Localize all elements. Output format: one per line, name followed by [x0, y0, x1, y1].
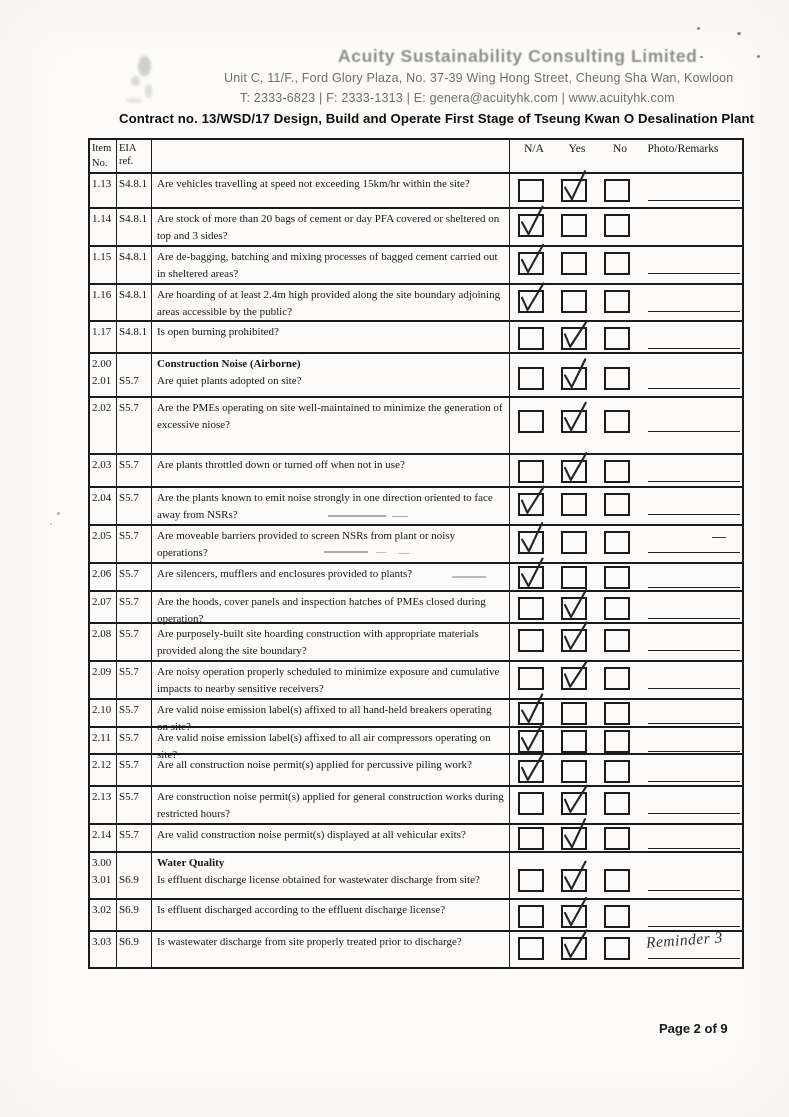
- item-no: 2.02: [92, 402, 112, 414]
- checkbox-yes-2.10[interactable]: [561, 702, 587, 725]
- table-row-2.12: [90, 755, 742, 787]
- checkbox-yes-2.09[interactable]: [561, 667, 587, 690]
- checkbox-no-3.03[interactable]: [604, 937, 630, 960]
- remarks-line: [648, 813, 740, 814]
- table-row-2.05: [90, 526, 742, 564]
- eia-ref-cell: [117, 624, 152, 660]
- section-item-no: 3.00: [92, 857, 112, 869]
- header-no-label: No.: [92, 158, 108, 169]
- header-item-label: Item: [92, 143, 112, 154]
- checkbox-yes-3.02[interactable]: [561, 905, 587, 928]
- checkbox-na-3.01[interactable]: [518, 869, 544, 892]
- checks-cell: [510, 662, 742, 698]
- checkbox-na-2.14[interactable]: [518, 827, 544, 850]
- checks-cell: [510, 853, 742, 898]
- remarks-line: [648, 200, 740, 201]
- item-no: 1.14: [92, 213, 112, 225]
- scan-speck: [50, 523, 52, 525]
- item-no: 2.08: [92, 628, 112, 640]
- checkbox-no-2.10[interactable]: [604, 702, 630, 725]
- item-no-cell: [90, 285, 117, 320]
- remarks-line: [648, 552, 740, 553]
- item-no-cell: [90, 398, 117, 453]
- eia-ref-cell: [117, 700, 152, 726]
- table-row-2.08: [90, 624, 742, 662]
- question-text: Are the hoods, cover panels and inspection hatches of PMEs closed during operation?: [157, 596, 486, 625]
- checkbox-yes-3.01[interactable]: [561, 869, 587, 892]
- checks-cell: [510, 929, 742, 967]
- eia-ref: S4.8.1: [119, 326, 148, 338]
- question-text: Is wastewater discharge from site properly treated prior to discharge?: [157, 936, 462, 948]
- scan-artifact: [452, 576, 486, 578]
- question-cell: [152, 285, 510, 320]
- question-text: Is effluent discharged according to the effluent discharge license?: [157, 904, 446, 916]
- checkbox-na-2.13[interactable]: [518, 792, 544, 815]
- eia-ref: S5.7: [119, 375, 139, 387]
- header-checks: [510, 140, 742, 172]
- section-title: Water Quality: [157, 857, 225, 869]
- item-no-cell: [90, 526, 117, 562]
- item-no-cell: [90, 564, 117, 590]
- checkbox-no-1.15[interactable]: [604, 252, 630, 275]
- checks-cell: [510, 592, 742, 622]
- item-no: 2.01: [92, 375, 112, 387]
- eia-ref-cell: [117, 787, 152, 823]
- scan-artifact: [328, 515, 386, 517]
- header-no-col-label: No: [612, 143, 628, 155]
- checkbox-yes-1.16[interactable]: [561, 290, 587, 313]
- scan-artifact: [324, 551, 368, 553]
- checkbox-no-1.13[interactable]: [604, 179, 630, 202]
- scan-speck: [57, 512, 60, 515]
- checkbox-na-2.06[interactable]: [518, 566, 544, 589]
- question-text: Are noisy operation properly scheduled to minimize exposure and cumulative impacts to nearby sensitive receivers?: [157, 666, 500, 695]
- checks-cell: [510, 285, 742, 320]
- item-no: 2.10: [92, 704, 112, 716]
- remarks-line: [648, 890, 740, 891]
- remarks-line: [648, 348, 740, 349]
- table-row-2.09: [90, 662, 742, 700]
- document-title: Contract no. 13/WSD/17 Design, Build and Operate First Stage of Tseung Kwan O Desalination Plant: [119, 111, 755, 126]
- section-item-no: 2.00: [92, 358, 112, 370]
- eia-ref: S5.7: [119, 530, 139, 542]
- checkbox-no-3.01[interactable]: [604, 869, 630, 892]
- checks-cell: [510, 209, 742, 245]
- table-row-1.13: [90, 174, 742, 209]
- question-text: Are de-bagging, batching and mixing processes of bagged cement carried out in sheltered areas?: [157, 251, 498, 280]
- item-no-cell: [90, 455, 117, 486]
- item-no: 1.15: [92, 251, 112, 263]
- eia-ref-cell: [117, 398, 152, 453]
- item-no-cell: [90, 247, 117, 283]
- remarks-line: [648, 273, 740, 274]
- item-no-cell: [90, 354, 117, 396]
- eia-ref-cell: [117, 825, 152, 851]
- item-no: 2.05: [92, 530, 112, 542]
- eia-ref: S4.8.1: [119, 178, 148, 190]
- scan-speck: [737, 32, 741, 35]
- eia-ref-cell: [117, 209, 152, 245]
- checks-cell: [510, 354, 742, 396]
- scan-artifact: [392, 516, 408, 517]
- checks-cell: [510, 900, 742, 930]
- eia-ref-cell: [117, 728, 152, 753]
- eia-ref: S5.7: [119, 459, 139, 471]
- eia-ref-cell: [117, 755, 152, 785]
- checkbox-yes-2.14[interactable]: [561, 827, 587, 850]
- table-header-row: [90, 140, 742, 174]
- item-no: 2.13: [92, 791, 112, 803]
- remarks-line: [648, 958, 740, 959]
- question-text: Is open burning prohibited?: [157, 326, 279, 338]
- table-row-1.16: [90, 285, 742, 322]
- question-cell: [152, 455, 510, 486]
- eia-ref-cell: [117, 932, 152, 967]
- eia-ref-cell: [117, 455, 152, 486]
- checkbox-na-1.14[interactable]: [518, 214, 544, 237]
- question-cell: [152, 932, 510, 967]
- checks-cell: [510, 526, 742, 562]
- table-row-2.14: [90, 825, 742, 853]
- checkbox-yes-1.14[interactable]: [561, 214, 587, 237]
- handwritten-remark: Reminder 3: [645, 929, 724, 952]
- question-cell: [152, 247, 510, 283]
- item-no-cell: [90, 624, 117, 660]
- table-row-2.04: [90, 488, 742, 526]
- checkbox-no-1.14[interactable]: [604, 214, 630, 237]
- scan-artifact: [398, 553, 410, 554]
- checkbox-na-2.11[interactable]: [518, 730, 544, 753]
- checks-cell: [510, 564, 742, 590]
- eia-ref-cell: [117, 354, 152, 396]
- checks-cell: [510, 728, 742, 753]
- remarks-line: [648, 723, 740, 724]
- item-no-cell: [90, 787, 117, 823]
- checklist-table: [88, 138, 744, 969]
- item-no: 2.04: [92, 492, 112, 504]
- question-cell: [152, 354, 510, 396]
- question-cell: [152, 825, 510, 851]
- remarks-line: [648, 514, 740, 515]
- question-cell: [152, 209, 510, 245]
- table-row-1.15: [90, 247, 742, 285]
- question-text: Are valid noise emission label(s) affixed to all hand-held breakers operating on site?: [157, 704, 492, 733]
- checkbox-na-3.02[interactable]: [518, 905, 544, 928]
- checkbox-no-2.06[interactable]: [604, 566, 630, 589]
- table-row-2.10: [90, 700, 742, 733]
- checkbox-yes-1.15[interactable]: [561, 252, 587, 275]
- question-cell: [152, 592, 510, 625]
- checkbox-no-2.14[interactable]: [604, 827, 630, 850]
- checks-cell: [510, 755, 742, 785]
- checkbox-yes-2.02[interactable]: [561, 410, 587, 433]
- question-text: Are plants throttled down or turned off when not in use?: [157, 459, 405, 471]
- scan-artifact: [376, 552, 386, 553]
- header-item-no: [90, 140, 117, 172]
- checkbox-no-2.01[interactable]: [604, 367, 630, 390]
- item-no-cell: [90, 174, 117, 207]
- checkbox-yes-2.11[interactable]: [561, 730, 587, 753]
- question-text: Are the plants known to emit noise strongly in one direction oriented to face away from NSRs?: [157, 492, 493, 521]
- question-text: Are moveable barriers provided to screen NSRs from plant or noisy operations?: [157, 530, 456, 559]
- table-row-2.13: [90, 787, 742, 825]
- eia-ref-cell: [117, 247, 152, 283]
- item-no: 1.13: [92, 178, 112, 190]
- checkbox-no-2.12[interactable]: [604, 760, 630, 783]
- item-no: 2.06: [92, 568, 112, 580]
- checkbox-na-2.10[interactable]: [518, 702, 544, 725]
- checkbox-na-2.07[interactable]: [518, 597, 544, 620]
- remarks-dash: [712, 537, 726, 538]
- table-row-3.03: [90, 929, 742, 967]
- table-row-2.06: [90, 564, 742, 592]
- item-no-cell: [90, 662, 117, 698]
- checkbox-na-2.12[interactable]: [518, 760, 544, 783]
- page-number: Page 2 of 9: [659, 1021, 728, 1036]
- eia-ref-cell: [117, 285, 152, 320]
- question-cell: [152, 398, 510, 453]
- eia-ref: S5.7: [119, 628, 139, 640]
- remarks-line: [648, 650, 740, 651]
- remarks-line: [648, 848, 740, 849]
- checks-cell: [510, 787, 742, 823]
- question-cell: [152, 624, 510, 660]
- checks-cell: [510, 825, 742, 851]
- checks-cell: [510, 700, 742, 726]
- remarks-line: [648, 481, 740, 482]
- remarks-line: [648, 618, 740, 619]
- item-no-cell: [90, 900, 117, 930]
- question-text: Are construction noise permit(s) applied for general construction works during restricted hours?: [157, 791, 504, 820]
- eia-ref-cell: [117, 853, 152, 898]
- company-contacts: T: 2333-6823 | F: 2333-1313 | E: genera@acuityhk.com | www.acuityhk.com: [240, 91, 675, 105]
- checkbox-na-3.03[interactable]: [518, 937, 544, 960]
- checkbox-yes-2.13[interactable]: [561, 792, 587, 815]
- checkbox-na-1.13[interactable]: [518, 179, 544, 202]
- item-no: 2.14: [92, 829, 112, 841]
- eia-ref: S5.7: [119, 732, 139, 744]
- question-text: Are vehicles travelling at speed not exceeding 15km/hr within the site?: [157, 178, 470, 190]
- checks-cell: [510, 488, 742, 524]
- question-cell: [152, 662, 510, 698]
- checkbox-no-1.17[interactable]: [604, 327, 630, 350]
- item-no-cell: [90, 592, 117, 622]
- eia-ref-cell: [117, 900, 152, 930]
- item-no: 2.11: [92, 732, 111, 744]
- table-row-3.01: [90, 853, 742, 900]
- item-no-cell: [90, 209, 117, 245]
- section-title: Construction Noise (Airborne): [157, 358, 301, 370]
- item-no: 2.03: [92, 459, 112, 471]
- item-no-cell: [90, 728, 117, 753]
- item-no: 3.01: [92, 874, 112, 886]
- item-no: 3.02: [92, 904, 112, 916]
- checkbox-no-2.02[interactable]: [604, 410, 630, 433]
- question-cell: [152, 853, 510, 898]
- checkbox-na-2.04[interactable]: [518, 493, 544, 516]
- checks-cell: [510, 624, 742, 660]
- checkbox-no-2.03[interactable]: [604, 460, 630, 483]
- eia-ref-cell: [117, 322, 152, 352]
- checks-cell: [510, 174, 742, 207]
- checkbox-no-2.09[interactable]: [604, 667, 630, 690]
- checkbox-na-2.01[interactable]: [518, 367, 544, 390]
- company-name: Acuity Sustainability Consulting Limited: [338, 46, 698, 66]
- question-text: Are silencers, mufflers and enclosures provided to plants?: [157, 568, 413, 580]
- eia-ref: S5.7: [119, 402, 139, 414]
- eia-ref-cell: [117, 174, 152, 207]
- checkbox-no-3.02[interactable]: [604, 905, 630, 928]
- header-eia-ref: [117, 140, 152, 172]
- item-no-cell: [90, 700, 117, 726]
- table-row-3.02: [90, 900, 742, 932]
- header-question: [152, 140, 510, 172]
- checkbox-yes-2.04[interactable]: [561, 493, 587, 516]
- remarks-line: [648, 311, 740, 312]
- scan-speck: [697, 27, 700, 30]
- checkbox-yes-2.01[interactable]: [561, 367, 587, 390]
- item-no-cell: [90, 825, 117, 851]
- remarks-line: [648, 587, 740, 588]
- checkbox-yes-2.07[interactable]: [561, 597, 587, 620]
- checkbox-yes-2.12[interactable]: [561, 760, 587, 783]
- header-na-label: N/A: [524, 143, 544, 155]
- table-row-2.03: [90, 455, 742, 488]
- checkbox-na-2.03[interactable]: [518, 460, 544, 483]
- question-cell: [152, 755, 510, 785]
- question-cell: [152, 526, 510, 562]
- eia-ref: S6.9: [119, 936, 139, 948]
- table-row-2.11: [90, 728, 742, 761]
- eia-ref: S5.7: [119, 596, 139, 608]
- checks-cell: [510, 247, 742, 283]
- checkbox-yes-2.08[interactable]: [561, 629, 587, 652]
- checkbox-na-1.16[interactable]: [518, 290, 544, 313]
- table-row-2.01: [90, 354, 742, 398]
- item-no: 2.12: [92, 759, 112, 771]
- eia-ref: S5.7: [119, 492, 139, 504]
- table-row-1.14: [90, 209, 742, 247]
- question-text: Are valid construction noise permit(s) displayed at all vehicular exits?: [157, 829, 466, 841]
- header-remarks-label: Photo/Remarks: [647, 143, 719, 155]
- eia-ref: S4.8.1: [119, 251, 148, 263]
- item-no: 2.09: [92, 666, 112, 678]
- item-no: 1.17: [92, 326, 112, 338]
- table-row-2.07: [90, 592, 742, 624]
- checkbox-no-2.11[interactable]: [604, 730, 630, 753]
- item-no: 2.07: [92, 596, 112, 608]
- question-text: Is effluent discharge license obtained for wastewater discharge from site?: [157, 874, 480, 886]
- checkbox-no-2.07[interactable]: [604, 597, 630, 620]
- checkbox-na-1.17[interactable]: [518, 327, 544, 350]
- checks-cell: [510, 322, 742, 352]
- question-text: Are stock of more than 20 bags of cement or day PFA covered or sheltered on top and 3 sides?: [157, 213, 500, 242]
- checkbox-na-2.02[interactable]: [518, 410, 544, 433]
- table-row-2.02: [90, 398, 742, 455]
- eia-ref: S6.9: [119, 874, 139, 886]
- remarks-line: [648, 388, 740, 389]
- checkbox-yes-1.17[interactable]: [561, 327, 587, 350]
- item-no-cell: [90, 853, 117, 898]
- item-no: 3.03: [92, 936, 112, 948]
- table-row-1.17: [90, 322, 742, 354]
- remarks-line: [648, 431, 740, 432]
- eia-ref-cell: [117, 564, 152, 590]
- header-yes-label: Yes: [568, 143, 586, 155]
- eia-ref-cell: [117, 662, 152, 698]
- checkbox-na-2.08[interactable]: [518, 629, 544, 652]
- question-cell: [152, 787, 510, 823]
- header-eia-label: EIA ref.: [119, 143, 136, 167]
- checkbox-na-2.05[interactable]: [518, 531, 544, 554]
- remarks-line: [648, 781, 740, 782]
- checkbox-yes-2.06[interactable]: [561, 566, 587, 589]
- question-text: Are quiet plants adopted on site?: [157, 375, 302, 387]
- eia-ref: S5.7: [119, 759, 139, 771]
- checkbox-yes-2.03[interactable]: [561, 460, 587, 483]
- company-address: Unit C, 11/F., Ford Glory Plaza, No. 37-39 Wing Hong Street, Cheung Sha Wan, Kowloon: [224, 71, 734, 85]
- item-no: 1.16: [92, 289, 112, 301]
- checks-cell: [510, 455, 742, 486]
- eia-ref: S5.7: [119, 704, 139, 716]
- item-no-cell: [90, 932, 117, 967]
- question-text: Are the PMEs operating on site well-maintained to minimize the generation of excessive niose?: [157, 402, 503, 431]
- eia-ref-cell: [117, 488, 152, 524]
- checkbox-na-2.09[interactable]: [518, 667, 544, 690]
- eia-ref-cell: [117, 526, 152, 562]
- remarks-line: [648, 688, 740, 689]
- checkbox-no-1.16[interactable]: [604, 290, 630, 313]
- eia-ref: S5.7: [119, 666, 139, 678]
- remarks-line: [648, 926, 740, 927]
- scan-speck: [757, 55, 760, 58]
- question-cell: [152, 900, 510, 930]
- question-text: Are valid noise emission label(s) affixed to all air compressors operating on site?: [157, 732, 491, 761]
- eia-ref: S4.8.1: [119, 213, 148, 225]
- checkbox-yes-3.03[interactable]: [561, 937, 587, 960]
- checkbox-no-2.13[interactable]: [604, 792, 630, 815]
- eia-ref: S4.8.1: [119, 289, 148, 301]
- question-cell: [152, 322, 510, 352]
- checkbox-no-2.08[interactable]: [604, 629, 630, 652]
- eia-ref-cell: [117, 592, 152, 622]
- question-cell: [152, 700, 510, 733]
- item-no-cell: [90, 322, 117, 352]
- item-no-cell: [90, 488, 117, 524]
- checkbox-yes-1.13[interactable]: [561, 179, 587, 202]
- eia-ref: S5.7: [119, 568, 139, 580]
- question-text: Are purposely-built site hoarding construction with appropriate materials provided along the site boundary?: [157, 628, 479, 657]
- eia-ref: S6.9: [119, 904, 139, 916]
- scan-speck: [700, 56, 703, 58]
- question-text: Are all construction noise permit(s) applied for percussive piling work?: [157, 759, 472, 771]
- checkbox-no-2.04[interactable]: [604, 493, 630, 516]
- item-no-cell: [90, 755, 117, 785]
- remarks-line: [648, 751, 740, 752]
- checkbox-yes-2.05[interactable]: [561, 531, 587, 554]
- checkbox-na-1.15[interactable]: [518, 252, 544, 275]
- eia-ref: S5.7: [119, 791, 139, 803]
- question-cell: [152, 728, 510, 761]
- question-text: Are hoarding of at least 2.4m high provided along the site boundary adjoining areas accessible by the public?: [157, 289, 501, 318]
- checks-cell: [510, 398, 742, 453]
- eia-ref: S5.7: [119, 829, 139, 841]
- table-body: [90, 174, 742, 967]
- checkbox-no-2.05[interactable]: [604, 531, 630, 554]
- question-cell: [152, 174, 510, 207]
- question-cell: [152, 488, 510, 524]
